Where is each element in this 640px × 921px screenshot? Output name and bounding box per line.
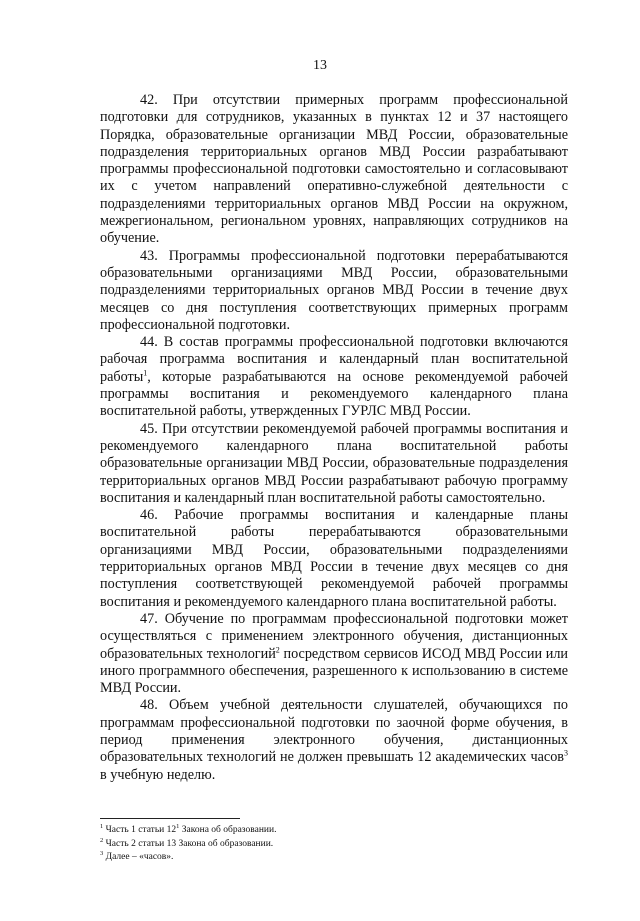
footnote-inner-sup: 1 bbox=[176, 822, 180, 830]
footnote-mark: 2 bbox=[100, 836, 104, 844]
footnote-text: Далее – «часов». bbox=[105, 852, 174, 862]
page-number: 13 bbox=[313, 58, 327, 73]
footnote-ref: 3 bbox=[564, 748, 568, 758]
paragraph-text: 42. При отсутствии примерных программ профессиональной подготовки для сотрудников, указанных в пунктах 12 и 37 настоящего Порядка, образовательные организации МВД России, образовательные подразделения территориальных органов МВД России разрабатывают программы профессиональной подготовки самостоятельно и согласовывают их с учетом направлений оперативно-служебной деятельности с подразделениями территориальных органов МВД России на окружном, межрегиональном, региональном уровнях, направляющих сотрудников на обучение. bbox=[100, 92, 568, 247]
paragraph-text: в учебную неделю. bbox=[100, 766, 216, 783]
footnote-mark: 3 bbox=[100, 849, 104, 857]
footnotes bbox=[100, 824, 520, 865]
document-body bbox=[100, 92, 568, 784]
footnote-text: Часть 1 статьи 12 bbox=[105, 825, 177, 835]
footnote-mark: 1 bbox=[100, 822, 104, 830]
paragraph-48 bbox=[100, 697, 568, 783]
paragraph-text: 46. Рабочие программы воспитания и календарные планы воспитательной работы перерабатываются образовательными организациями МВД России, образовательными подразделениями территориальных органов МВД России в течение двух месяцев со дня поступления соответствующей рекомендуемой рабочей программы воспитания и рекомендуемого календарного плана воспитательной работы. bbox=[100, 507, 568, 610]
footnote-separator bbox=[100, 818, 240, 819]
footnote-ref: 2 bbox=[275, 644, 280, 654]
footnote-text: Часть 2 статьи 13 Закона об образовании. bbox=[105, 838, 274, 849]
paragraph-45 bbox=[100, 421, 568, 507]
footnote-ref: 1 bbox=[143, 368, 148, 378]
paragraph-43 bbox=[100, 248, 568, 334]
paragraph-text: 44. В состав программы профессиональной подготовки включаются рабочая программа воспитания и календарный план воспитательной работы bbox=[100, 334, 568, 385]
footnote-2 bbox=[100, 838, 520, 852]
footnote-text: Закона об образовании. bbox=[179, 825, 277, 835]
paragraph-text: , которые разрабатываются на основе рекомендуемой рабочей программы воспитания и рекомендуемого календарного плана воспитательной работы, утвержденных ГУРЛС МВД России. bbox=[100, 368, 568, 420]
paragraph-42 bbox=[100, 92, 568, 248]
footnote-3 bbox=[100, 851, 520, 865]
paragraph-46 bbox=[100, 507, 568, 611]
paragraph-47 bbox=[100, 611, 568, 697]
paragraph-text: 43. Программы профессиональной подготовки перерабатываются образовательными организациями МВД России, образовательными подразделениями территориальных органов МВД России в течение двух месяцев со дня поступления соответствующих примерных программ профессиональной подготовки. bbox=[100, 247, 568, 333]
footnote-1 bbox=[100, 824, 520, 838]
paragraph-text: 45. При отсутствии рекомендуемой рабочей программы воспитания и рекомендуемого календарного плана воспитательной работы образовательные организации МВД России, образовательные подразделения территориальных органов МВД России разрабатывают рабочую программу воспитания и календарный план воспитательной работы самостоятельно. bbox=[100, 420, 568, 506]
paragraph-text: 48. Объем учебной деятельности слушателей, обучающихся по программам профессиональной подготовки по заочной форме обучения, в период применения электронного обучения, дистанционных образовательных технологий не должен превышать 12 академических часов bbox=[100, 697, 568, 766]
paragraph-text: 47. Обучение по программам профессиональной подготовки может осуществляться с применением электронного обучения, дистанционных образовательных технологий bbox=[100, 610, 568, 662]
paragraph-44 bbox=[100, 334, 568, 420]
paragraph-text: посредством сервисов ИСОД МВД России или иного программного обеспечения, разрешенного к использованию в системе МВД России. bbox=[100, 645, 568, 697]
